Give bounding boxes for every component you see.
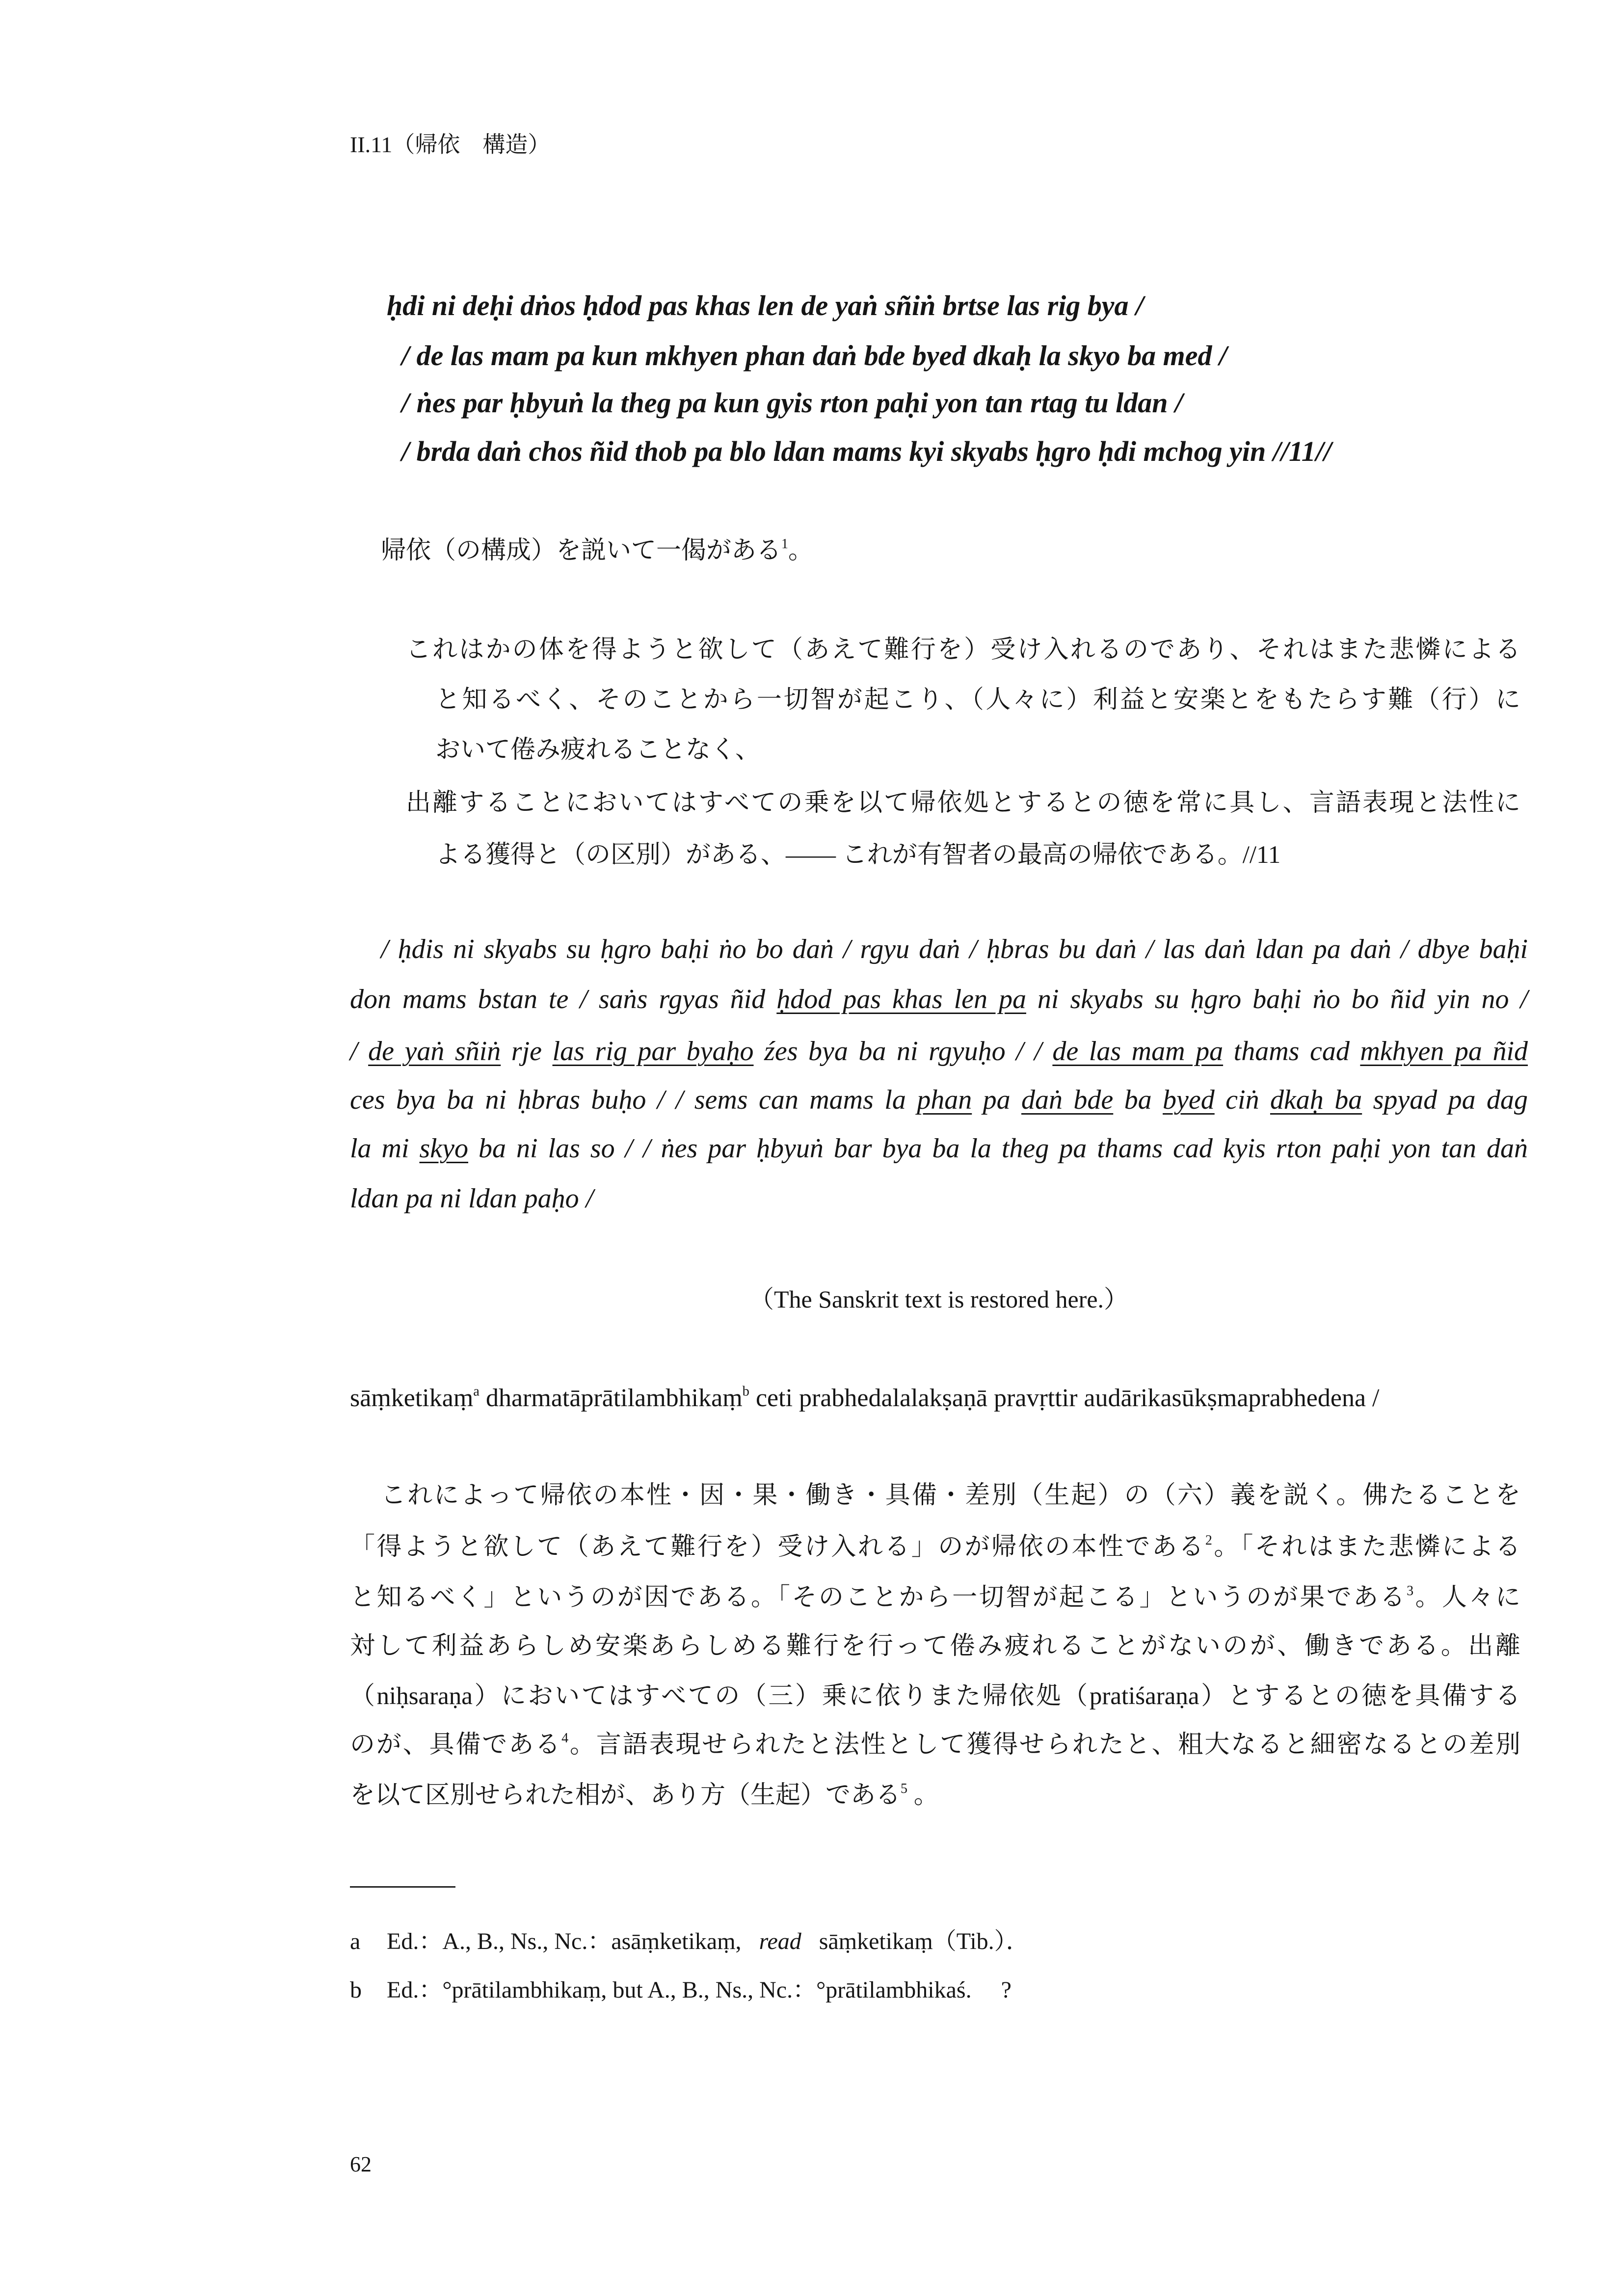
sanskrit-restoration-note: （The Sanskrit text is restored here.）: [749, 1285, 1129, 1313]
footnote-text: Ed.：°prātilambhikaṃ, but A., B., Ns., Nc.：°prātilambhikaś.: [387, 1977, 972, 2003]
underlined-term: ḥdod pas khas len pa: [776, 984, 1026, 1015]
commentary-segment: ni skyabs su ḥgro baḥi ṅo bo ñid yin no /: [1026, 984, 1528, 1015]
japanese-commentary-line: 対して利益あらしめ安楽あらしめる難行を行って倦み疲れることがないのが、働きである。出離: [350, 1632, 1520, 1660]
tibetan-verse-line: ḥdi ni deḥi dṅos ḥdod pas khas len de yaṅ sñiṅ brtse las rig bya /: [387, 290, 1144, 321]
tibetan-commentary-line: [350, 983, 1528, 1016]
verse-translation-line: これはかの体を得ようと欲して（あえて難行を）受け入れるのであり、それはまた悲憐による: [406, 636, 1520, 664]
footnote-ref: 5: [901, 1781, 908, 1796]
sanskrit-text: ceti prabhedalalakṣaṇā pravṛttir audārikasūkṣmaprabhedena /: [749, 1384, 1380, 1412]
footnote-ref: 3: [1407, 1583, 1414, 1599]
underlined-term: de yaṅ sñiṅ: [368, 1036, 501, 1067]
footnote-ref: 2: [1205, 1532, 1212, 1548]
footnote-text-end: sāṃketikaṃ（Tib.）．: [819, 1928, 1030, 1954]
verse-intro-text: 帰依（の構成）を説いて一偈がある: [381, 537, 782, 564]
footnote-emphasis: read: [759, 1928, 801, 1954]
footnote-ref: b: [742, 1384, 749, 1399]
tibetan-verse-line: / de las mam pa kun mkhyen phan daṅ bde byed dkaḥ la skyo ba med /: [401, 340, 1227, 372]
underlined-term: phan: [917, 1085, 972, 1115]
underlined-term: daṅ bde: [1021, 1085, 1114, 1115]
commentary-segment: ba: [1113, 1085, 1163, 1115]
section-heading: II.11（帰依 構造）: [350, 132, 551, 157]
underlined-term: mkhyen pa ñid: [1360, 1036, 1528, 1067]
verse-translation-line: おいて倦み疲れることなく、: [435, 736, 760, 764]
underlined-term: skyo: [419, 1133, 469, 1164]
commentary-segment: don mams bstan te / saṅs rgyas ñid: [350, 984, 777, 1015]
tibetan-commentary-line: [350, 1035, 1528, 1068]
sanskrit-line: [350, 1383, 1380, 1414]
sanskrit-word: sāṃketikaṃ: [350, 1384, 474, 1412]
commentary-segment: thams cad: [1223, 1036, 1360, 1067]
verse-intro-end: 。: [788, 537, 814, 564]
japanese-commentary-line: （niḥsaraṇa）においてはすべての（三）乗に依りまた帰依処（pratiśaraṇa）とするとの徳を具備する: [350, 1682, 1520, 1710]
commentary-segment: la mi: [350, 1133, 420, 1164]
tibetan-commentary-line: [350, 1083, 1528, 1117]
sanskrit-word: dharmatāprātilambhikaṃ: [479, 1384, 743, 1412]
footnote-label: b: [350, 1977, 362, 2003]
tibetan-commentary-line: / ḥdis ni skyabs su ḥgro baḥi ṅo bo daṅ / rgyu daṅ / ḥbras bu daṅ / las daṅ ldan pa daṅ / dbye baḥi: [381, 934, 1528, 964]
commentary-segment: を以て区別せられた相が、あり方（生起）である: [350, 1782, 901, 1809]
commentary-segment: 。: [907, 1782, 939, 1809]
japanese-commentary-line: [350, 1730, 1520, 1760]
commentary-segment: pa: [972, 1085, 1022, 1115]
underlined-term: de las mam pa: [1052, 1036, 1224, 1067]
footnote-ref: a: [473, 1384, 479, 1399]
footnote-a: [350, 1927, 1030, 1956]
tibetan-commentary-line: [350, 1132, 1528, 1165]
footnote-text: Ed.：A., B., Ns., Nc.：asāṃketikaṃ,: [387, 1928, 742, 1954]
japanese-commentary-line: これによって帰依の本性・因・果・働き・具備・差別（生起）の（六）義を説く。佛たることを: [381, 1482, 1520, 1509]
commentary-segment: /: [350, 1036, 369, 1067]
commentary-segment: ciṅ: [1214, 1085, 1270, 1115]
commentary-segment: ba ni las so / / ṅes par ḥbyuṅ bar bya ba la theg pa thams cad kyis rton paḥi yon tan daṅ: [468, 1133, 1528, 1164]
commentary-segment: spyad pa dag: [1362, 1085, 1528, 1115]
commentary-segment: と知るべく」というのが因である。「そのことから一切智が起こる」というのが果である: [350, 1584, 1407, 1611]
verse-translation-line: よる獲得と（の区別）がある、―― これが有智者の最高の帰依である。//11: [435, 841, 1281, 869]
underlined-term: dkaḥ ba: [1270, 1085, 1362, 1115]
japanese-commentary-line: [350, 1780, 939, 1811]
verse-translation-line: 出離することにおいてはすべての乗を以て帰依処とするとの徳を常に具し、言語表現と法性に: [406, 789, 1520, 817]
footnote-text-end: ?: [1001, 1977, 1012, 2003]
footnote-ref: 4: [561, 1730, 569, 1746]
japanese-commentary-line: [350, 1582, 1520, 1613]
tibetan-commentary-line: ldan pa ni ldan paḥo /: [350, 1183, 594, 1214]
commentary-segment: ces bya ba ni ḥbras buḥo / / sems can mams la: [350, 1085, 917, 1115]
japanese-commentary-line: [350, 1532, 1520, 1562]
underlined-term: las rig par byaḥo: [552, 1036, 754, 1067]
commentary-segment: 「得ようと欲して（あえて難行を）受け入れる」のが帰依の本性である: [350, 1533, 1205, 1561]
footnote-label: a: [350, 1928, 361, 1954]
commentary-segment: 。言語表現せられたと法性として獲得せられたと、粗大なると細密なるとの差別: [568, 1731, 1520, 1759]
verse-intro: [381, 535, 813, 566]
page-number: 62: [350, 2152, 372, 2176]
commentary-segment: źes bya ba ni rgyuḥo / /: [753, 1036, 1053, 1067]
footnote-b: [350, 1976, 1012, 2004]
verse-translation-line: と知るべく、そのことから一切智が起こり、（人々に）利益と安楽とをもたらす難（行）に: [435, 686, 1520, 714]
underlined-term: byed: [1163, 1085, 1215, 1115]
footnote-ref: 1: [781, 536, 789, 552]
commentary-segment: のが、具備である: [350, 1731, 562, 1759]
tibetan-verse-line: / brda daṅ chos ñid thob pa blo ldan mams kyi skyabs ḥgro ḥdi mchog yin //11//: [401, 435, 1331, 467]
footnote-separator: [350, 1886, 455, 1888]
commentary-segment: 。「それはまた悲憐による: [1212, 1533, 1520, 1561]
commentary-segment: rje: [501, 1036, 553, 1067]
commentary-segment: 。人々に: [1413, 1584, 1520, 1611]
tibetan-verse-line: / ṅes par ḥbyuṅ la theg pa kun gyis rton paḥi yon tan rtag tu ldan /: [401, 387, 1183, 419]
